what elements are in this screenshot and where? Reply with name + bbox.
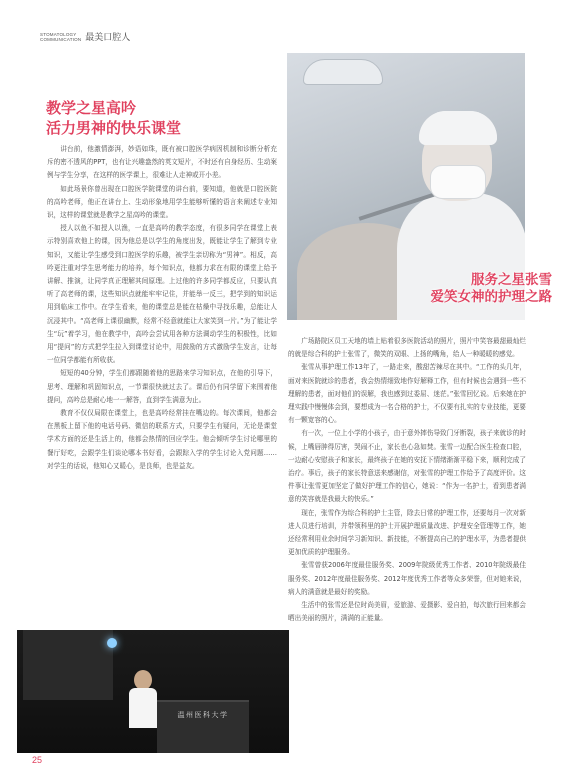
- stage-light: [107, 638, 117, 648]
- paragraph: 广场路院区员工天地的墙上贴着很多医院活动的照片，照片中笑容最甜最灿烂的就是综合科的护士张雪了，微笑的双眼、上扬的嘴角，给人一种暖暖的感觉。: [288, 337, 526, 359]
- lecture-photo: [17, 630, 289, 753]
- projection-screen: [23, 630, 113, 700]
- left-article-title: 教学之星高吟 活力男神的快乐课堂: [46, 99, 182, 137]
- paragraph: 如此场景你曾出现在口腔医学院课堂的讲台前，要知道，他就是口腔医院的高吟老师，他正在讲台上、生动形象地用学生能够听懂的语言来阐述专业知识，这样的课堂就是教学之星高吟的课堂。: [47, 184, 277, 220]
- podium: [157, 700, 249, 753]
- paragraph: 短短的40分钟，学生们都跟随着他的思路来学习知识点，在他的引导下，思考、理解和巩固知识点，一节课很快就过去了。课后仍有同学留下来围着他提问，高吟总是耐心地一一解答，直到学生满意为止。: [47, 369, 277, 404]
- column-title: 最美口腔人: [85, 33, 131, 43]
- lecturer-body: [129, 688, 157, 728]
- paragraph: 张雪从事护理工作13年了，一路走来，酸甜苦辣尽在其中。“工作的头几年，面对来医院就诊的患者，我会热情细致地作好解释工作，但有时候也会遇到一些不理解的患者，面对他们的误解，我也感到过委屈、迷茫。”张雪回忆说。后来她在护理实践中慢慢体会到，要想成为一名合格的护士，不仅要有扎实的专业技能，更要有一颗宽容的心。: [288, 363, 526, 425]
- right-article-title: 服务之星张雪 爱笑女神的护理之路: [430, 272, 552, 305]
- paragraph: 讲台前，他激情澎湃，妙语如珠，既有被口腔医学病因机制和诊断分析充斥的密不透风的PPT，也有让兴趣盎然的英文短片，不时还有自身经历、生动案例与学生分享，在这样的医学课上，很难让人走神或开小差。: [47, 145, 277, 180]
- paragraph: 教育不仅仅局限在课堂上，也是高吟经常挂在嘴边的。每次课间，他都会在黑板上留下他的电话号码、微信的联系方式，只要学生有疑问，无论是课堂学术方面的还是生活上的，他都会热情的回应学生。他会倾听学生讨论哪里的餐厅好吃，会跟学生们谈论哪本书好看，会跟踪入学的学生讨论入党问题……对学生的话说，他知心又暖心，是良师，也是益友。: [47, 409, 277, 470]
- page-number: 25: [32, 755, 43, 765]
- nurse-cap-top: [419, 111, 497, 145]
- paragraph: 授人以鱼不如授人以渔，一直是高吟的教学态度，有很多同学在课堂上表示特别喜欢他上的课，因为他总是以学生的角度出发，既能让学生了解到专业知识，又能让学生感受到口腔医学的乐趣，被学生亲切称为“男神”。相反，高吟更注重对学生思考能力的培养，每个知识点，他都力求在有限的课堂上给予讲解、推演，让同学真正理解其间原理。上过他的许多同学都反应，只要认真听了高老师的课，这些知识点就能牢牢记住，并能举一反三，把学到的知识运用到临床工作中。在学生看来，他的课堂总是能在枯燥中寻找乐趣，总能让人沉浸其中。“高老师上课很幽默，经常不经意就能让大家笑到一片。”为了能让学生“玩”着学习，他在教学中，高吟会尝试用各种方法调动学生的积极性，比如用“提问”的方式把学生拉入到课堂讨论中，用鼓励的方式激励学生发言，让每一位同学都能有所收获。: [47, 224, 277, 365]
- left-article-body: [47, 143, 277, 473]
- magazine-header: [40, 30, 130, 43]
- paragraph: 现在，张雪作为综合科的护士主管，除去日常的护理工作，还要每月一次对新进人员进行培训，并带领科里的护士开展护理质量改进、护理安全管理等工作，她还经常利用业余时间学习新知识、新技能，不断提高自己的护理水平，为患者提供更加优质的护理服务。: [288, 508, 526, 557]
- lecturer-head: [134, 670, 152, 690]
- dental-lamp: [303, 59, 383, 85]
- paragraph: 张雪曾获2006年度最佳服务奖、2009年院级优秀工作者、2010年院级最佳服务奖、2012年度最佳服务奖、2012年度优秀工作者等众多荣誉，但对她来说，病人的满意就是最好的奖励。: [288, 561, 526, 596]
- nurse-mask: [430, 165, 486, 199]
- right-article-body: [288, 335, 526, 625]
- podium-sign: 温州医科大学: [177, 711, 229, 719]
- paragraph: 生活中的张雪还是位时尚美眉，爱旅游、爱摄影、爱自拍，每次旅行回来都会晒出美丽的照片，满满的正能量。: [288, 601, 526, 623]
- magazine-english-name: STOMATOLOGY COMMUNICATION: [40, 31, 82, 42]
- paragraph: 有一次，一位上小学的小孩子，由于意外摔伤导致门牙断裂，孩子来就诊的时候，上嘴唇肿得厉害，哭闹不止，家长也心急如焚。张雪一边配合医生检查口腔，一边耐心安慰孩子和家长，最终孩子在她的安抚下情绪渐渐平稳下来，顺利完成了治疗。事后，孩子的家长特意送来感谢信，对张雪的护理工作给予了高度评价。这件事让张雪更加坚定了做好护理工作的信心，她说：“作为一名护士，看到患者满意的笑容就是我最大的快乐。”: [288, 429, 526, 504]
